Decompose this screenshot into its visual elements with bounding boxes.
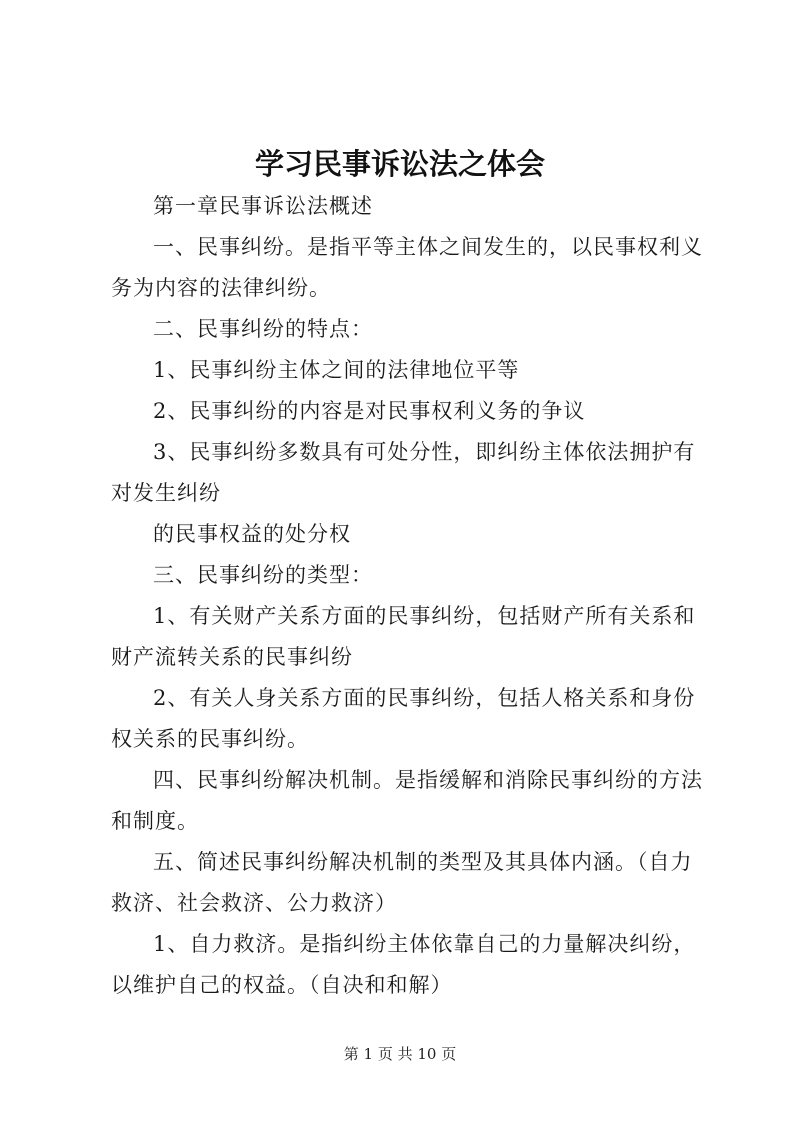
page-footer: 第 1 页 共 10 页 <box>343 1045 457 1063</box>
paragraph-self-help: 1、自力救济。是指纠纷主体依靠自己的力量解决纠纷，以维护自己的权益。（自决和和解） <box>111 932 696 997</box>
paragraph-feature-1: 1、民事纠纷主体之间的法律地位平等 <box>153 358 520 382</box>
paragraph-feature-3: 3、民事纠纷多数具有可处分性，即纠纷主体依法拥护有对发生纠纷 <box>111 440 696 505</box>
paragraph-mechanism: 四、民事纠纷解决机制。是指缓解和消除民事纠纷的方法和制度。 <box>111 768 703 833</box>
paragraph-type-2: 2、有关人身关系方面的民事纠纷，包括人格关系和身份权关系的民事纠纷。 <box>111 686 696 751</box>
paragraph-features-heading: 二、民事纠纷的特点： <box>153 317 373 341</box>
document-title: 学习民事诉讼法之体会 <box>254 147 545 181</box>
document-body <box>111 186 711 1006</box>
paragraph-mechanism-types: 五、简述民事纠纷解决机制的类型及其具体内涵。（自力救济、社会救济、公力救济） <box>111 850 693 915</box>
paragraph-chapter-heading: 第一章民事诉讼法概述 <box>153 194 373 218</box>
paragraph-definition: 一、民事纠纷。是指平等主体之间发生的，以民事权利义务为内容的法律纠纷。 <box>111 235 703 300</box>
paragraph-feature-3-continued: 的民事权益的处分权 <box>153 522 351 546</box>
paragraph-feature-2: 2、民事纠纷的内容是对民事权利义务的争议 <box>153 399 586 423</box>
paragraph-type-1: 1、有关财产关系方面的民事纠纷，包括财产所有关系和财产流转关系的民事纠纷 <box>111 604 696 669</box>
paragraph-types-heading: 三、民事纠纷的类型： <box>153 563 373 587</box>
